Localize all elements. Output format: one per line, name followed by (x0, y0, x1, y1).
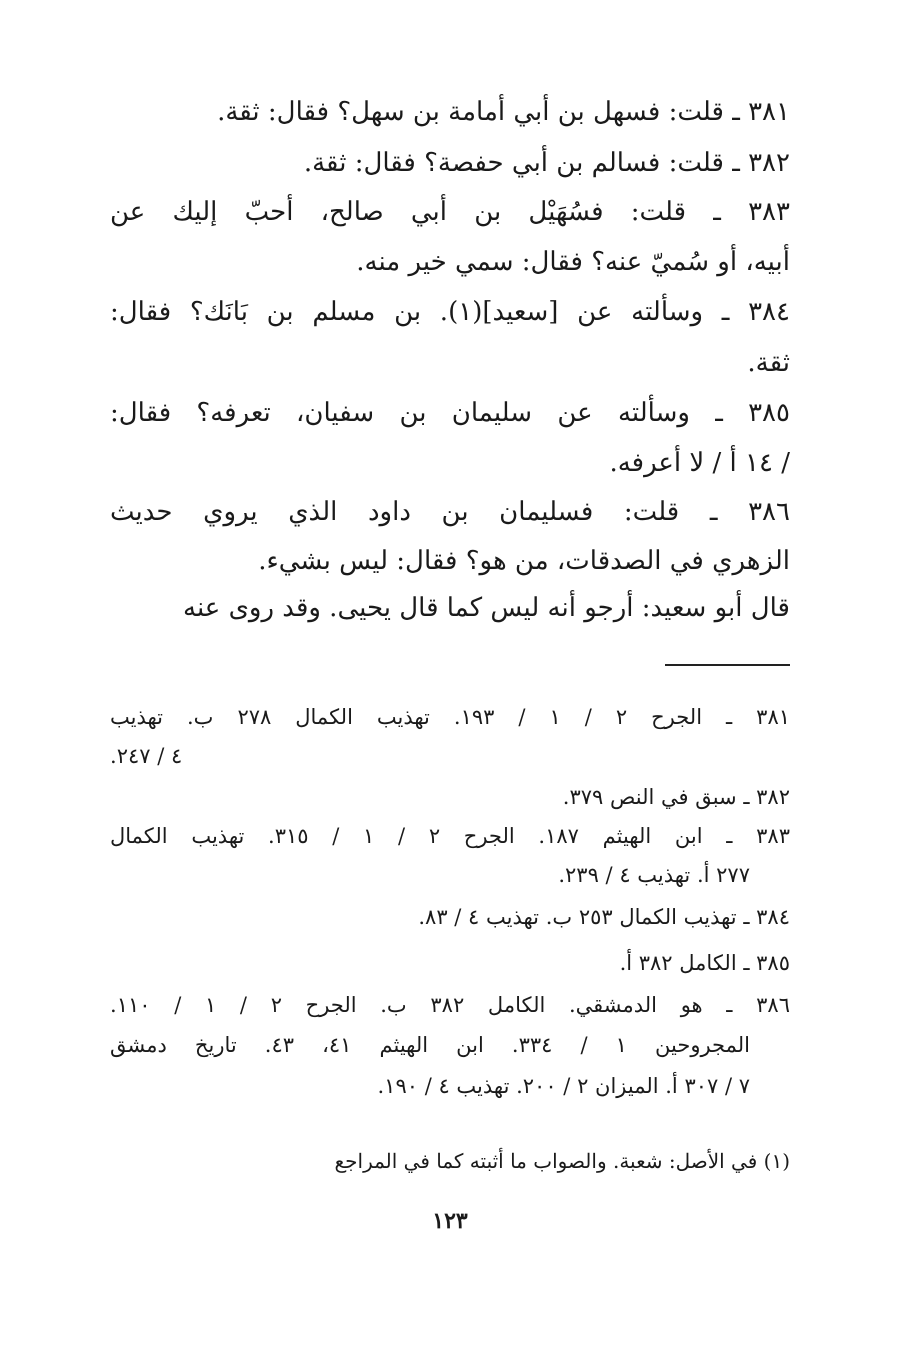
document-page (110, 0, 790, 1361)
text-line: ثقة. (747, 348, 790, 378)
reference-line: ٢٧٧ أ. تهذيب ٤ / ٢٣٩. (558, 863, 750, 887)
reference-line: ٣٨٥ ـ الكامل ٣٨٢ أ. (619, 951, 790, 975)
reference-line: ٤ / ٢٤٧. (110, 744, 183, 768)
reference-line: ٣٨١ ـ الجرح ٢ / ١ / ١٩٣. تهذيب الكمال ٢٧٨ ب. تهذيب (110, 705, 791, 729)
reference-line: المجروحين ١ / ٣٣٤. ابن الهيثم ٤١، ٤٣. تاريخ دمشق (110, 1033, 750, 1057)
footnote: (١) في الأصل: شعبة. والصواب ما أثبته كما في المراجع (334, 1149, 790, 1173)
text-line: أبيه، أو سُميّ عنه؟ فقال: سمي خير منه. (356, 247, 790, 277)
text-line: ٣٨١ ـ قلت: فسهل بن أبي أمامة بن سهل؟ فقال: ثقة. (217, 97, 790, 127)
text-line: ٣٨٤ ـ وسألته عن [سعيد](١). بن مسلم بن بَانَك؟ فقال: (110, 297, 790, 327)
text-line: الزهري في الصدقات، من هو؟ فقال: ليس بشيء. (258, 546, 790, 576)
reference-line: ٣٨٣ ـ ابن الهيثم ١٨٧. الجرح ٢ / ١ / ٣١٥. تهذيب الكمال (110, 824, 790, 848)
text-line: ٣٨٣ ـ قلت: فسُهَيْل بن أبي صالح، أحبّ إليك عن (110, 197, 790, 227)
page-number: ١٢٣ (432, 1208, 468, 1234)
text-line: ٣٨٢ ـ قلت: فسالم بن أبي حفصة؟ فقال: ثقة. (303, 148, 790, 178)
text-line: قال أبو سعيد: أرجو أنه ليس كما قال يحيى. وقد روى عنه (183, 593, 790, 623)
text-line: / ١٤ أ / لا أعرفه. (609, 448, 790, 478)
footnote-separator (665, 664, 790, 666)
reference-line: ٣٨٢ ـ سبق في النص ٣٧٩. (562, 785, 790, 809)
text-line: ٣٨٦ ـ قلت: فسليمان بن داود الذي يروي حديث (110, 497, 790, 527)
reference-line: ٣٨٤ ـ تهذيب الكمال ٢٥٣ ب. تهذيب ٤ / ٨٣. (418, 905, 790, 929)
reference-line: ٧ / ٣٠٧ أ. الميزان ٢ / ٢٠٠. تهذيب ٤ / ١٩٠. (377, 1074, 750, 1098)
reference-line: ٣٨٦ ـ هو الدمشقي. الكامل ٣٨٢ ب. الجرح ٢ / ١ / ١١٠. (110, 993, 790, 1017)
text-line: ٣٨٥ ـ وسألته عن سليمان بن سفيان، تعرفه؟ فقال: (110, 398, 790, 428)
